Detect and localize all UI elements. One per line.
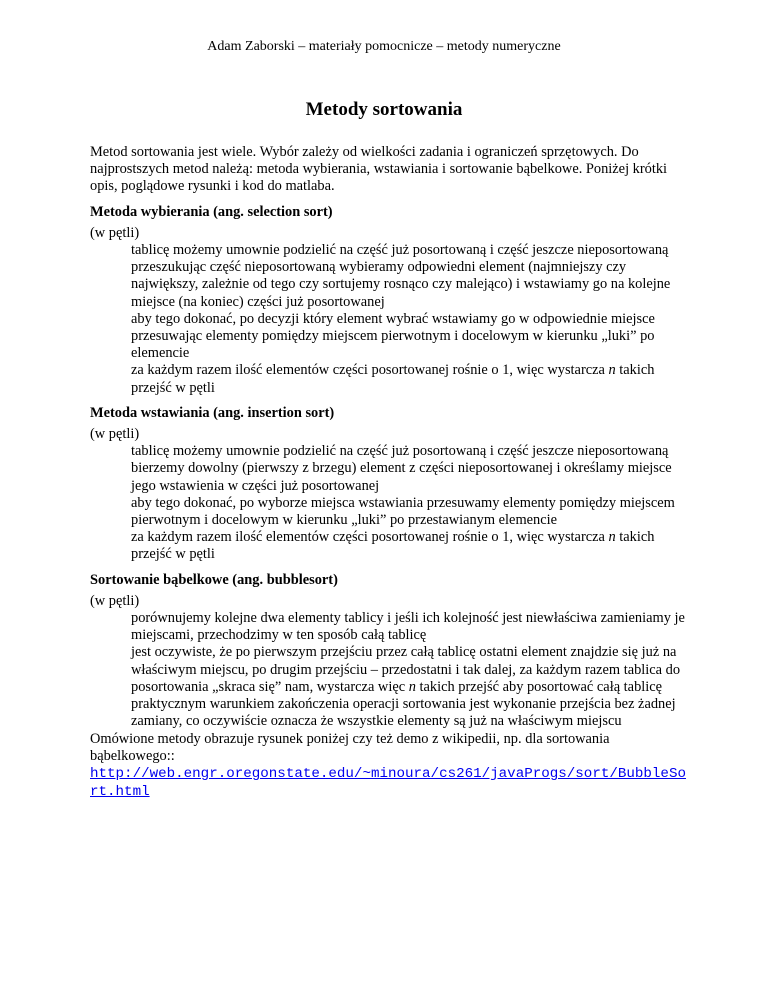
loop-note: (w pętli) bbox=[90, 224, 140, 241]
list-item bbox=[131, 644, 690, 696]
list-item: tablicę możemy umownie podzielić na część już posortowaną i część jeszcze nieposortowaną bbox=[131, 443, 669, 460]
document-body bbox=[90, 144, 690, 801]
section-bubble-sort bbox=[90, 572, 690, 801]
loop-note: (w pętli) bbox=[90, 426, 140, 443]
list-item: porównujemy kolejne dwa elementy tablicy i jeśli ich kolejność jest niewłaściwa zamieniamy je miejscami, przechodzimy w ten sposób całą tablicę bbox=[131, 610, 685, 644]
section-title: Metoda wstawiania (ang. insertion sort) bbox=[90, 404, 335, 421]
section-items bbox=[90, 443, 690, 563]
list-item: aby tego dokonać, po decyzji który element wybrać wstawiamy go w odpowiednie miejsce przesuwając elementy pomiędzy miejscem pierwotnym i docelowym w kierunku „luki” po elemencie bbox=[131, 310, 655, 362]
list-item: bierzemy dowolny (pierwszy z brzegu) element z części nieposortowanej i określamy miejsce jego wstawienia w części już posortowanej bbox=[131, 460, 672, 494]
closing-paragraph: Omówione metody obrazuje rysunek poniżej czy też demo z wikipedii, np. dla sortowania bąbelkowego:: bbox=[90, 730, 610, 764]
list-item bbox=[131, 362, 690, 396]
item-text: jest oczywiste, że po pierwszym przejściu przez całą tablicę ostatni element znajdzie się już na właściwym miejscu, po drugim przejściu – przedostatni i tak dalej, za każdym razem tablica do posortowania „skraca się” nam, wystarcza więc bbox=[131, 644, 681, 695]
section-items bbox=[90, 242, 690, 397]
section-selection-sort bbox=[90, 204, 690, 397]
list-item: praktycznym warunkiem zakończenia operacji sortowania jest wykonanie przejścia bez żadnej zamiany, co oczywiście oznacza że wszystkie elementy są już na właściwym miejscu bbox=[131, 696, 676, 730]
item-text: takich przejść w pętli bbox=[131, 529, 655, 563]
list-item bbox=[131, 529, 690, 563]
section-items bbox=[90, 610, 690, 730]
page-header: Adam Zaborski – materiały pomocnicze – metody numeryczne bbox=[207, 39, 561, 54]
variable-n: n bbox=[608, 529, 616, 546]
variable-n: n bbox=[608, 362, 616, 379]
list-item: przeszukując część nieposortowaną wybieramy odpowiedni element (najmniejszy czy największy, zależnie od tego czy sortujemy rosnąco czy malejąco) i wstawiamy go na kolejne miejsce (na koniec) części już posortowanej bbox=[131, 259, 671, 310]
loop-note: (w pętli) bbox=[90, 592, 140, 609]
document-title: Metody sortowania bbox=[305, 99, 463, 120]
item-text: za każdym razem ilość elementów części posortowanej rośnie o 1, więc wystarcza bbox=[131, 529, 609, 546]
item-text: za każdym razem ilość elementów części posortowanej rośnie o 1, więc wystarcza bbox=[131, 362, 609, 379]
bubble-sort-demo-link[interactable]: http://web.engr.oregonstate.edu/~minoura/cs261/javaProgs/sort/BubbleSort.html bbox=[90, 765, 686, 800]
intro-paragraph: Metod sortowania jest wiele. Wybór zależy od wielkości zadania i ograniczeń sprzętowych. Do najprostszych metod należą: metoda wybierania, wstawiania i sortowanie bąbelkowe. Poniżej krótki opis, poglądowe rysunki i kod do matlaba. bbox=[90, 144, 668, 195]
section-insertion-sort bbox=[90, 405, 690, 564]
item-text: takich przejść w pętli bbox=[131, 362, 655, 396]
variable-n: n bbox=[408, 678, 416, 695]
item-text: takich przejść aby posortować całą tablicę bbox=[415, 678, 663, 695]
section-title: Sortowanie bąbelkowe (ang. bubblesort) bbox=[90, 571, 338, 588]
list-item: aby tego dokonać, po wyborze miejsca wstawiania przesuwamy elementy pomiędzy miejscem pierwotnym i docelowym w kierunku „luki” po przestawianym elemencie bbox=[131, 494, 675, 529]
list-item: tablicę możemy umownie podzielić na część już posortowaną i część jeszcze nieposortowaną bbox=[131, 242, 669, 259]
section-title: Metoda wybierania (ang. selection sort) bbox=[90, 203, 333, 220]
